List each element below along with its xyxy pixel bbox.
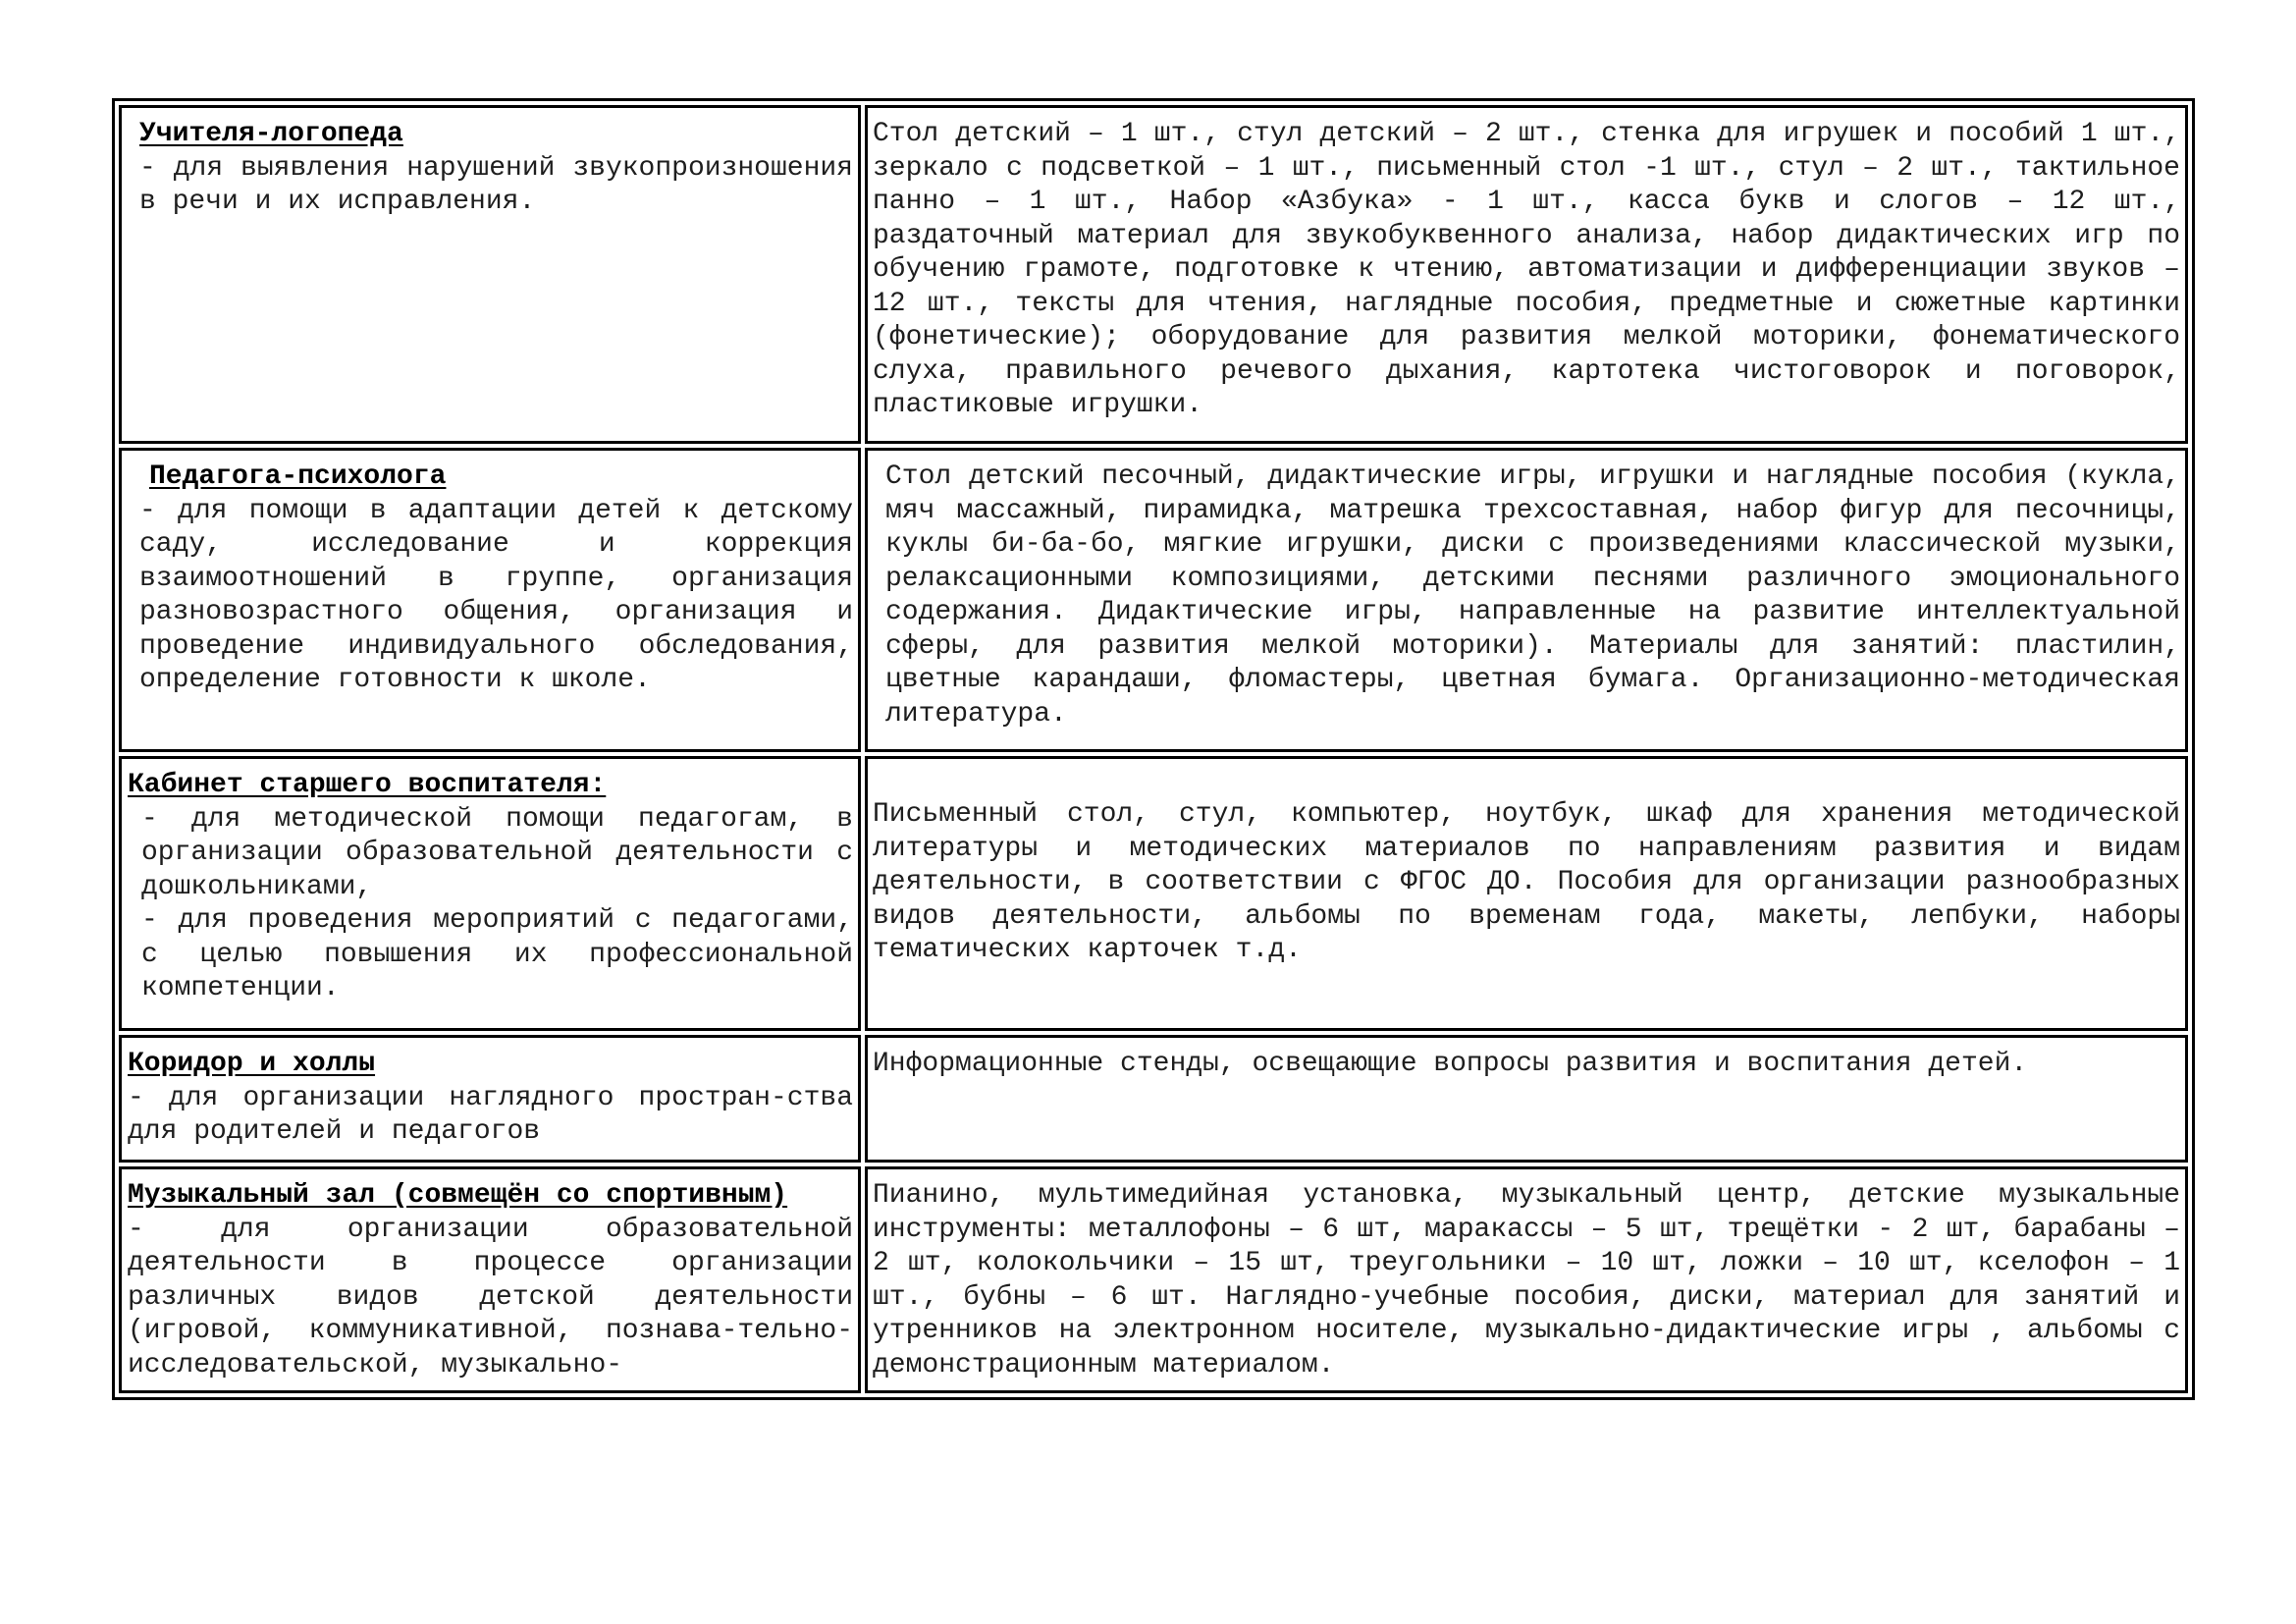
room-heading: Учителя-логопеда	[139, 119, 403, 149]
room-heading: Музыкальный зал (совмещён со спортивным)	[128, 1180, 788, 1211]
table-row	[119, 448, 2188, 752]
room-equipment-text: Пианино, мультимедийная установка, музыкальный центр, детские музыкальные инструменты: металлофоны – 6 шт, маракассы – 5 шт, трещётки - 2 шт, барабаны – 2 шт, колокольчики – 15 шт, треугольники – 10 шт, ложки – 10 шт, кселофон – 1 шт., бубны – 6 шт. Наглядно-учебные пособия, диски, материал для занятий и утренников на электронном носителе, музыкально-дидактические игры , альбомы с демонстрационным материалом.	[873, 1180, 2180, 1380]
room-purpose-cell	[119, 1166, 861, 1393]
room-purpose-text: - для проведения мероприятий с педагогами, с целью повышения их профессиональной компетенции.	[141, 905, 853, 1003]
room-equipment-text: Письменный стол, стул, компьютер, ноутбук, шкаф для хранения методической литературы и методических материалов по направлениям развития и видам деятельности, в соответствии с ФГОС ДО. Пособия для организации разнообразных видов деятельности, альбомы по временам года, макеты, лепбуки, наборы тематических карточек т.д.	[873, 799, 2180, 965]
room-purpose-cell	[119, 756, 861, 1031]
table-row	[119, 1035, 2188, 1163]
table-row	[119, 1166, 2188, 1393]
room-equipment-cell	[865, 1035, 2188, 1163]
room-heading: Коридор и холлы	[128, 1049, 376, 1079]
room-purpose-cell	[119, 448, 861, 752]
table-row	[119, 756, 2188, 1031]
room-equipment-cell	[865, 756, 2188, 1031]
room-purpose-cell	[119, 1035, 861, 1163]
room-heading: Педагога-психолога	[149, 461, 447, 492]
room-purpose-text: - для организации образовательной деятельности в процессе организации различных видов детской деятельности (игровой, коммуникативной, познава-тельно-исследовательской, музыкально-	[128, 1214, 853, 1380]
room-purpose-text: - для выявления нарушений звукопроизношения в речи и их исправления.	[139, 152, 853, 217]
room-equipment-text: Информационные стенды, освещающие вопросы развития и воспитания детей.	[873, 1049, 2028, 1079]
table-row	[119, 105, 2188, 444]
room-heading: Кабинет старшего воспитателя:	[128, 770, 607, 800]
premises-equipment-table	[112, 98, 2195, 1400]
room-equipment-text: Стол детский песочный, дидактические игры, игрушки и наглядные пособия (кукла, мяч массажный, пирамидка, матрешка трехсоставная, набор фигур для песочницы, куклы би-ба-бо, мягкие игрушки, диски с произведениями классической музыки, релаксационными композициями, детскими песнями различного эмоционального содержания. Дидактические игры, направленные на развитие интеллектуальной сферы, для развития мелкой моторики). Материалы для занятий: пластилин, цветные карандаши, фломастеры, цветная бумага. Организационно-методическая литература.	[885, 461, 2180, 730]
room-equipment-cell	[865, 105, 2188, 444]
room-purpose-cell	[119, 105, 861, 444]
room-purpose-text: - для методической помощи педагогам, в организации образовательной деятельности с дошкольниками,	[141, 803, 853, 902]
room-purpose-text: - для организации наглядного простран-ства для родителей и педагогов	[128, 1082, 853, 1147]
room-equipment-cell	[865, 448, 2188, 752]
room-equipment-cell	[865, 1166, 2188, 1393]
room-equipment-text: Стол детский – 1 шт., стул детский – 2 шт., стенка для игрушек и пособий 1 шт., зеркало с подсветкой – 1 шт., письменный стол -1 шт., стул – 2 шт., тактильное панно – 1 шт., Набор «Азбука» - 1 шт., касса букв и слогов – 12 шт., раздаточный материал для звукобуквенного анализа, набор дидактических игр по обучению грамоте, подготовке к чтению, автоматизации и дифференциации звуков – 12 шт., тексты для чтения, наглядные пособия, предметные и сюжетные картинки (фонетические); оборудование для развития мелкой моторики, фонематического слуха, правильного речевого дыхания, картотека чистоговорок и поговорок, пластиковые игрушки.	[873, 119, 2180, 420]
room-purpose-text: - для помощи в адаптации детей к детскому саду, исследование и коррекция взаимоотношений в группе, организация разновозрастного общения, организация и проведение индивидуального обследования, определение готовности к школе.	[139, 495, 853, 695]
